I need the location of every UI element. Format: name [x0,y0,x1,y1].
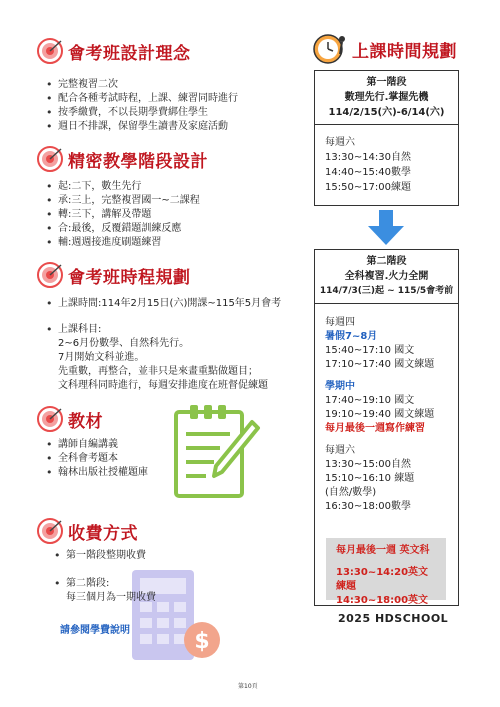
right-title: 上課時間規劃 [352,41,457,62]
target-icon [36,145,64,173]
english-head: 每月最後一週 英文科 [336,545,430,556]
stage1-box [314,70,459,206]
list-item: • 第一階段整期收費 [66,549,246,563]
schedule-line: 14:30~18:00英文 [336,595,429,606]
list-item: • 起:二下，數生先行 [58,180,308,194]
clock-person-icon [312,32,348,66]
section-title: 精密教學階段設計 [68,151,208,172]
schedule-line: 16:30~18:00數學 [325,501,412,512]
stage2-schedule [315,304,458,520]
target-icon [36,261,64,289]
line: 先重數，再整合，並非只是來畫重點做題目； [58,366,258,377]
section-title: 會考班設計理念 [68,43,191,64]
schedule-line: (自然/數學) [325,487,377,498]
schedule-line: 每週六 [325,445,355,456]
schedule-line: 13:30~15:00自然 [325,459,412,470]
english-schedule-box [326,538,446,606]
page-number: 第10頁 [238,683,258,690]
schedule-plan-list [44,297,328,393]
schedule-line: 17:10~17:40 國文練題 [325,359,435,370]
stage2-label: 第二階段 [366,256,407,267]
schedule-line: 15:10~16:10 練題 [325,473,415,484]
list-item: • 講師自編講義 [58,438,198,452]
brand-label: 2025 HDSCHOOL [338,612,449,625]
schedule-line: 13:30~14:20英文練題 [336,567,429,592]
list-item: • 配合各種考試時程，上課、練習同時進行 [58,92,308,106]
stage1-slogan: 數理先行.掌握先機 [344,92,429,103]
section-philosophy-heading [36,36,191,66]
notepad-pencil-icon [170,400,262,502]
arrow-down-icon [368,210,404,246]
section-fees-heading [36,516,138,546]
schedule-line: 15:40~17:10 國文 [325,345,415,356]
schedule-line: 13:30~14:30自然 [325,152,412,163]
summer-label: 暑假7~8月 [325,331,378,342]
right-title-heading [312,32,457,66]
section-teaching-heading [36,144,208,174]
stage1-label: 第一階段 [366,77,407,88]
line: • 第二階段: [66,578,110,589]
semester-label: 學期中 [325,381,355,392]
list-item: • 上課時間:114年2月15日(六)開課~115年5月會考 [58,297,328,311]
fee-reference-link[interactable]: 請參閱學費說明 [60,625,130,636]
stage1-header [315,71,458,125]
writing-note: 每月最後一週寫作練習 [325,423,425,434]
list-item: • 承:三上，完整複習國一~二課程 [58,194,308,208]
list-item: • 輔:週週接進度刷題練習 [58,236,308,250]
line: 每三個月為一期收費 [66,592,156,603]
section-title: 收費方式 [68,523,138,544]
list-item: • 按季繳費，不以長期學費綁住學生 [58,106,308,120]
target-icon [36,405,64,433]
section-schedule-heading [36,260,191,290]
stage2-dates: 114/7/3(三)起 ~ 115/5會考前 [319,286,454,296]
teaching-list [44,180,308,250]
stage2-slogan: 全科複習.火力全開 [344,271,429,282]
stage1-dates: 114/2/15(六)-6/14(六) [328,107,445,118]
schedule-line: 19:10~19:40 國文練題 [325,409,435,420]
stage2-header [315,250,458,304]
list-item: • 轉:三下，講解及帶題 [58,208,308,222]
list-item: • 週日不排課，保留學生讀書及家庭活動 [58,120,308,134]
line: 文科理科同時進行，每週安排進度在班督促練題 [58,380,268,391]
schedule-line: 17:40~19:10 國文 [325,395,415,406]
line: • 上課科目: [58,324,102,335]
section-title: 會考班時程規劃 [68,267,191,288]
schedule-line: 每週六 [325,137,355,148]
target-icon [36,37,64,65]
list-item [58,323,328,393]
line: 2~6月份數學、自然科先行。 [58,338,190,349]
list-item: • 翰林出版社授權題庫 [58,466,198,480]
schedule-line: 14:40~15:40數學 [325,167,412,178]
svg-text:$: $ [194,629,210,654]
schedule-line: 每週四 [325,317,355,328]
section-materials-heading [36,404,103,434]
section-title: 教材 [68,411,103,432]
list-item: • 合:最後，反覆錯題訓練反應 [58,222,308,236]
schedule-line: 15:50~17:00練題 [325,182,412,193]
target-icon [36,517,64,545]
stage1-schedule [315,125,458,201]
list-item [66,577,246,605]
list-item: • 全科會考題本 [58,452,198,466]
line: 7月開始文科並進。 [58,352,145,363]
fees-list [52,549,246,605]
philosophy-list [44,78,308,134]
list-item: • 完整複習二次 [58,78,308,92]
